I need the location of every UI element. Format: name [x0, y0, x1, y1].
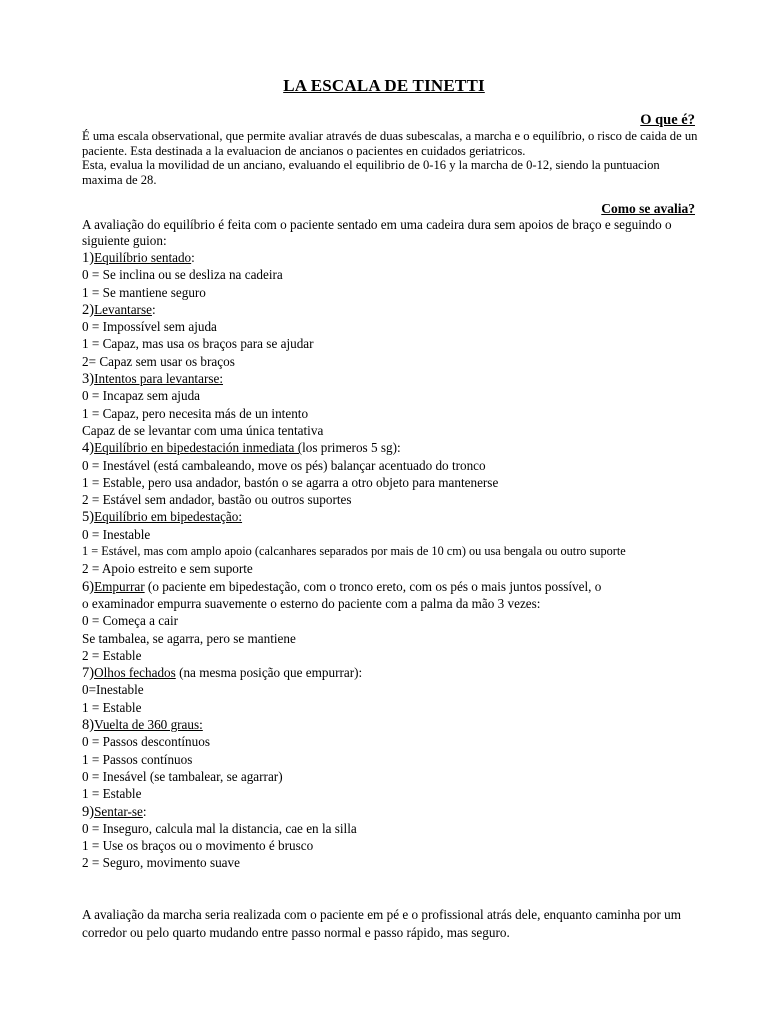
score-option: 2 = Seguro, movimento suave [82, 855, 240, 871]
gait-paragraph: A avaliação da marcha seria realizada com o paciente em pé e o profissional atrás dele, enquanto caminha por um corredor ou pelo quarto mudando entre passo normal e passo rápido, mas seguro. [82, 907, 682, 940]
item-number: 6) [82, 578, 95, 595]
score-option: 0 = Inestable [82, 526, 151, 542]
score-option: 2 = Apoio estreito e sem suporte [82, 561, 253, 577]
score-option: 2 = Estable [82, 647, 142, 663]
item-heading [82, 370, 702, 387]
item-number: 5) [82, 509, 95, 526]
item-suffix: (o paciente em bipedestação, com o tronco ereto, com os pés o mais juntos possível, o [144, 578, 602, 594]
item-heading [82, 664, 702, 681]
score-option: 1 = Estável, mas com amplo apoio (calcanhares separados por mais de 10 cm) ou usa bengala ou outro suporte [82, 544, 626, 559]
item-heading [82, 578, 702, 595]
item-label: Equilíbrio sentado [94, 250, 192, 265]
score-option: Capaz de se levantar com uma única tentativa [82, 422, 324, 438]
score-option: 1 = Passos contínuos [82, 751, 193, 767]
score-option: 0 = Inesável (se tambalear, se agarrar) [82, 768, 283, 784]
item-label: Equilíbrio em bipedestação: [94, 509, 243, 525]
balance-evaluation [82, 217, 702, 872]
item-heading [82, 803, 702, 820]
item-label: Intentos para levantarse: [94, 371, 223, 387]
item-number: 2) [82, 301, 95, 318]
item-number: 3) [82, 371, 95, 388]
item-heading [82, 301, 702, 318]
item-label: Equilíbrio en bipedestación inmediata ( [94, 440, 303, 456]
item-number: 8) [82, 717, 95, 734]
document-title: LA ESCALA DE TINETTI [283, 76, 485, 95]
item-number: 9) [82, 803, 95, 820]
item-heading [82, 249, 702, 266]
score-option: 1 = Se mantiene seguro [82, 284, 206, 300]
intro-text [82, 129, 702, 187]
score-option: 0 = Começa a cair [82, 613, 179, 629]
item-suffix: : [142, 803, 147, 819]
intro-paragraph: Esta, evalua la movilidad de un anciano, evaluando el equilibrio de 0-16 y la marcha de 0-12, siendo la puntuacion maxima de 28. [82, 158, 660, 187]
score-option: 2= Capaz sem usar os braços [82, 353, 235, 369]
item-suffix: : [191, 250, 195, 265]
score-option: 2 = Estável sem andador, bastão ou outros suportes [82, 492, 352, 508]
score-option: 1 = Estable, pero usa andador, bastón o se agarra a otro objeto para mantenerse [82, 474, 499, 490]
item-label: Olhos fechados [94, 665, 176, 681]
item-label: Empurrar [94, 578, 145, 594]
score-option: 0 = Impossível sem ajuda [82, 319, 217, 335]
score-option: 1 = Estable [82, 699, 142, 715]
item-label: Vuelta de 360 graus: [94, 717, 203, 733]
score-option: 0 = Inseguro, calcula mal la distancia, cae en la silla [82, 820, 357, 836]
score-option: o examinador empurra suavemente o esterno do paciente com a palma da mão 3 vezes: [82, 595, 541, 611]
score-option: 0 = Inestável (está cambaleando, move os pés) balançar acentuado do tronco [82, 457, 486, 473]
gait-evaluation [82, 906, 702, 942]
item-number: 7) [82, 665, 95, 682]
item-suffix: los primeros 5 sg): [302, 440, 401, 456]
section-heading-what-is: O que é? [640, 112, 695, 128]
item-label: Levantarse [94, 301, 152, 317]
score-option: 0 = Passos descontínuos [82, 734, 210, 750]
score-option: 0 = Se inclina ou se desliza na cadeira [82, 267, 283, 283]
score-option: 1 = Capaz, mas usa os braços para se ajudar [82, 336, 314, 352]
item-heading [82, 508, 702, 525]
score-option: 1 = Use os braços ou o movimento é brusco [82, 838, 314, 854]
score-option: 0 = Incapaz sem ajuda [82, 388, 201, 404]
score-option: 1 = Capaz, pero necesita más de un intento [82, 405, 309, 421]
item-suffix: (na mesma posição que empurrar): [175, 665, 363, 681]
item-number: 1) [82, 250, 95, 266]
balance-intro: A avaliação do equilíbrio é feita com o paciente sentado em uma cadeira dura sem apoios de braço e seguindo o siguiente guion: [82, 217, 672, 248]
score-option: 1 = Estable [82, 786, 142, 802]
score-option: 0=Inestable [82, 682, 144, 698]
section-heading-how-to-evaluate: Como se avalia? [601, 201, 695, 216]
item-suffix: : [151, 301, 156, 317]
item-label: Sentar-se [94, 803, 143, 819]
score-option: Se tambalea, se agarra, pero se mantiene [82, 630, 296, 646]
item-heading [82, 716, 702, 733]
intro-paragraph: É uma escala observational, que permite avaliar através de duas subescalas, a marcha e o equilíbrio, o risco de caida de un paciente. Esta destinada a la evaluacion de ancianos o pacientes en cuidados geriatricos. [82, 129, 698, 158]
item-number: 4) [82, 440, 95, 457]
item-heading [82, 439, 702, 456]
